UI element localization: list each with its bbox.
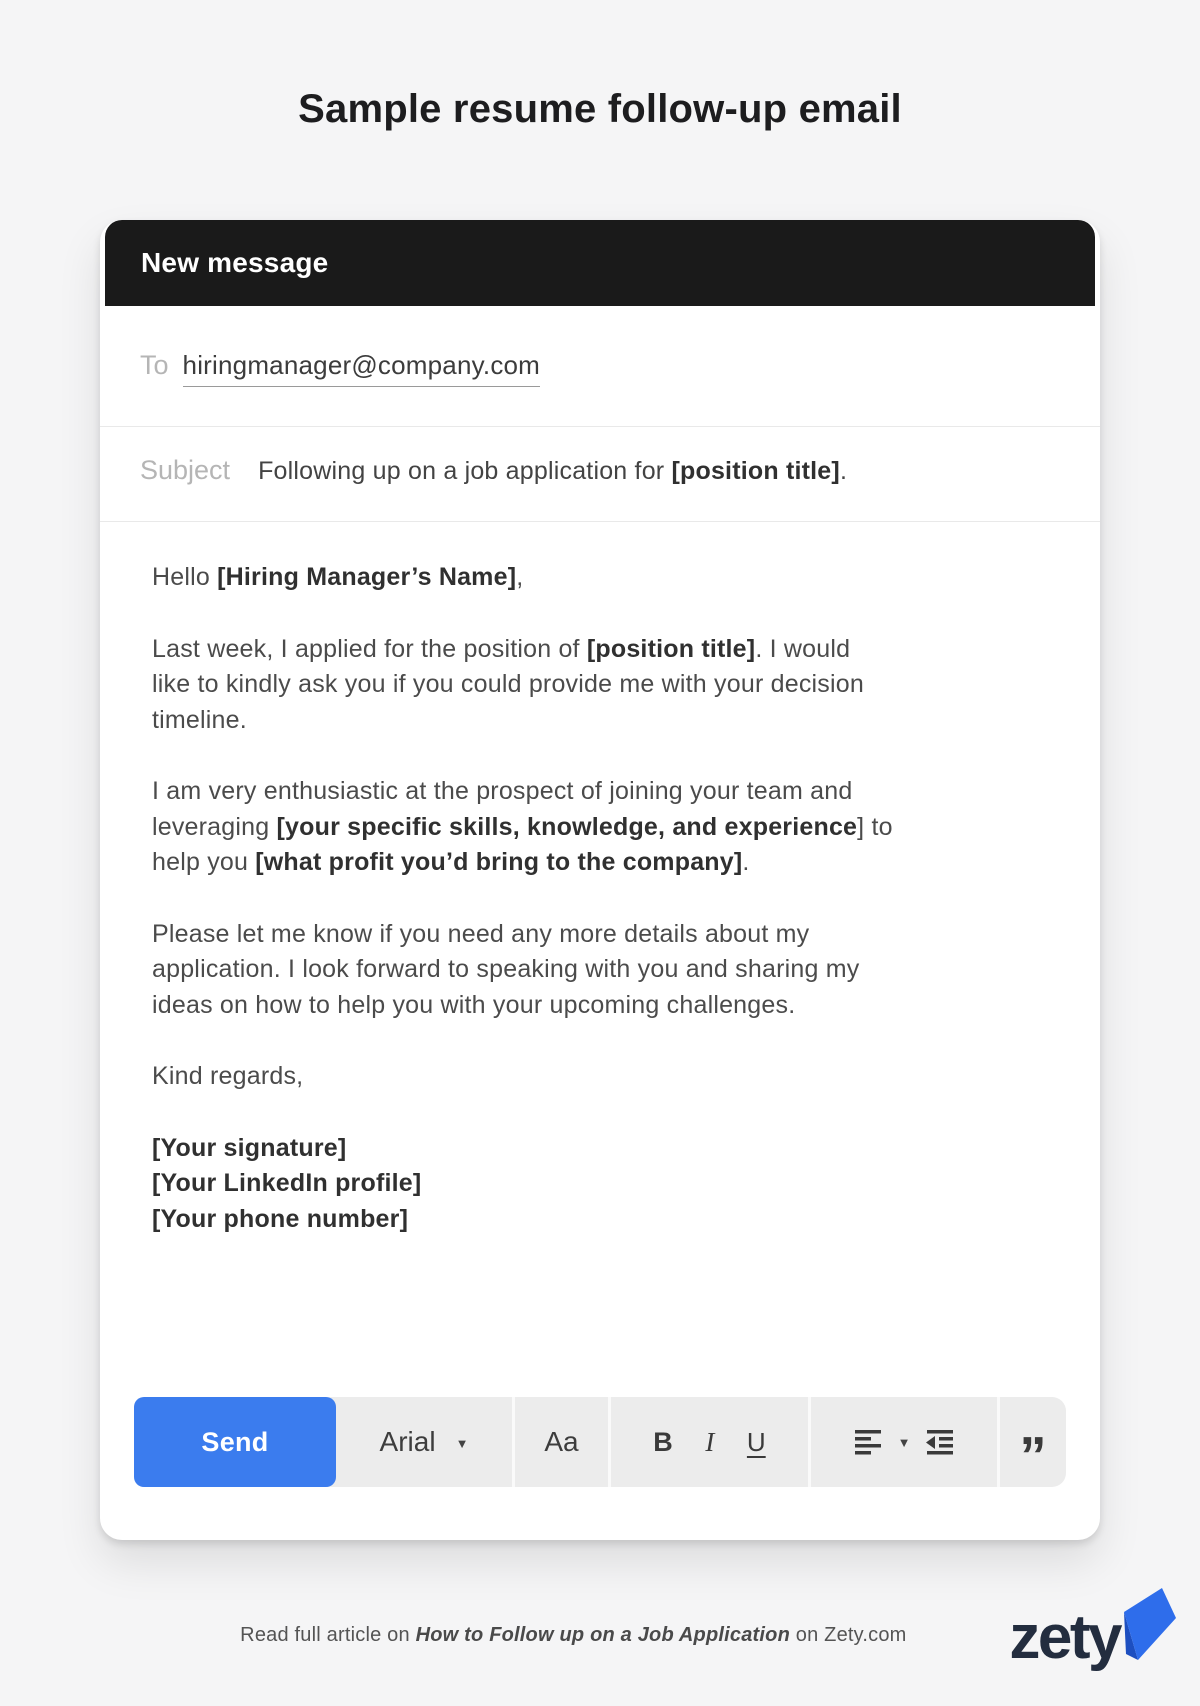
- text-segment: help you: [152, 848, 256, 876]
- text-segment: ideas on how to help you with your upcoming challenges.: [152, 990, 796, 1019]
- compose-header-title: New message: [141, 247, 329, 278]
- body-paragraph: [152, 917, 1052, 1024]
- text-segment: I am very enthusiastic at the prospect of joining your team and: [152, 777, 853, 805]
- align-dropdown-arrow[interactable]: ▼: [897, 1434, 911, 1450]
- page-title: Sample resume follow-up email: [298, 87, 902, 131]
- to-input[interactable]: hiringmanager@company.com: [183, 350, 541, 387]
- compose-header: [105, 220, 1095, 306]
- email-body[interactable]: [100, 522, 1100, 1237]
- text-segment: [position title]: [586, 634, 756, 663]
- text-segment: [position title]: [671, 457, 840, 485]
- text-segment: [your specific skills, knowledge, and experience: [276, 812, 858, 841]
- text-segment: . I would: [755, 634, 851, 663]
- underline-button[interactable]: U: [741, 1423, 772, 1462]
- zety-wordmark: zety: [1009, 1603, 1120, 1672]
- to-label: To: [140, 350, 169, 380]
- text-segment: Kind regards,: [152, 1062, 304, 1090]
- zety-arrow-icon: [1122, 1586, 1178, 1664]
- chevron-down-icon: ▼: [455, 1435, 469, 1451]
- body-paragraph: [152, 560, 1052, 596]
- text-segment: ] to: [857, 812, 893, 841]
- footer-note: [240, 1624, 906, 1647]
- italic-button[interactable]: I: [699, 1423, 720, 1462]
- text-segment: Last week, I applied for the position of: [152, 634, 587, 663]
- bold-button[interactable]: B: [647, 1423, 679, 1462]
- outdent-button[interactable]: [924, 1427, 956, 1457]
- text-segment: timeline.: [152, 705, 247, 734]
- quote-button[interactable]: ”: [1019, 1426, 1047, 1486]
- alignment-group: [811, 1397, 997, 1487]
- text-segment: like to kindly ask you if you could provide me with your decision: [152, 670, 864, 698]
- body-paragraph: [152, 1131, 1052, 1238]
- to-row: [100, 306, 1100, 427]
- footer-text-prefix: Read full article on: [240, 1624, 416, 1646]
- subject-row: [100, 427, 1100, 522]
- text-segment: [Your signature]: [152, 1133, 347, 1162]
- footer: [0, 1540, 1200, 1706]
- font-family-select[interactable]: [336, 1397, 512, 1487]
- font-size-label: Aa: [544, 1426, 579, 1457]
- text-segment: Hello: [152, 563, 218, 591]
- footer-article-title: How to Follow up on a Job Application: [415, 1624, 790, 1646]
- subject-input[interactable]: [258, 457, 847, 486]
- body-paragraph: [152, 1059, 1052, 1095]
- zety-logo: [1009, 1582, 1178, 1672]
- body-paragraph: [152, 632, 1052, 739]
- font-family-value: Arial: [379, 1426, 436, 1457]
- text-segment: leveraging: [152, 812, 277, 841]
- text-segment: .: [839, 457, 848, 485]
- compose-window: [100, 220, 1100, 1540]
- text-style-group: [611, 1397, 808, 1487]
- text-segment: [what profit you’d bring to the company]: [255, 848, 743, 876]
- text-segment: ,: [516, 563, 524, 591]
- outdent-icon: [924, 1427, 956, 1457]
- body-paragraph: [152, 774, 1052, 881]
- text-segment: application. I look forward to speaking with you and sharing my: [152, 955, 860, 983]
- formatting-toolbar: [326, 1397, 1066, 1487]
- text-segment: .: [742, 848, 750, 876]
- font-size-button[interactable]: [515, 1397, 608, 1487]
- align-left-button[interactable]: [852, 1427, 884, 1457]
- compose-toolbar: [134, 1397, 1066, 1487]
- send-button[interactable]: Send: [134, 1397, 336, 1487]
- footer-text-suffix: on Zety.com: [789, 1624, 907, 1646]
- text-segment: Following up on a job application for: [258, 457, 672, 485]
- align-left-icon: [852, 1427, 884, 1457]
- subject-label: Subject: [140, 455, 231, 485]
- text-segment: [Hiring Manager’s Name]: [217, 563, 517, 591]
- text-segment: [Your phone number]: [152, 1204, 409, 1233]
- text-segment: [Your LinkedIn profile]: [152, 1169, 422, 1197]
- text-segment: Please let me know if you need any more details about my: [152, 919, 810, 948]
